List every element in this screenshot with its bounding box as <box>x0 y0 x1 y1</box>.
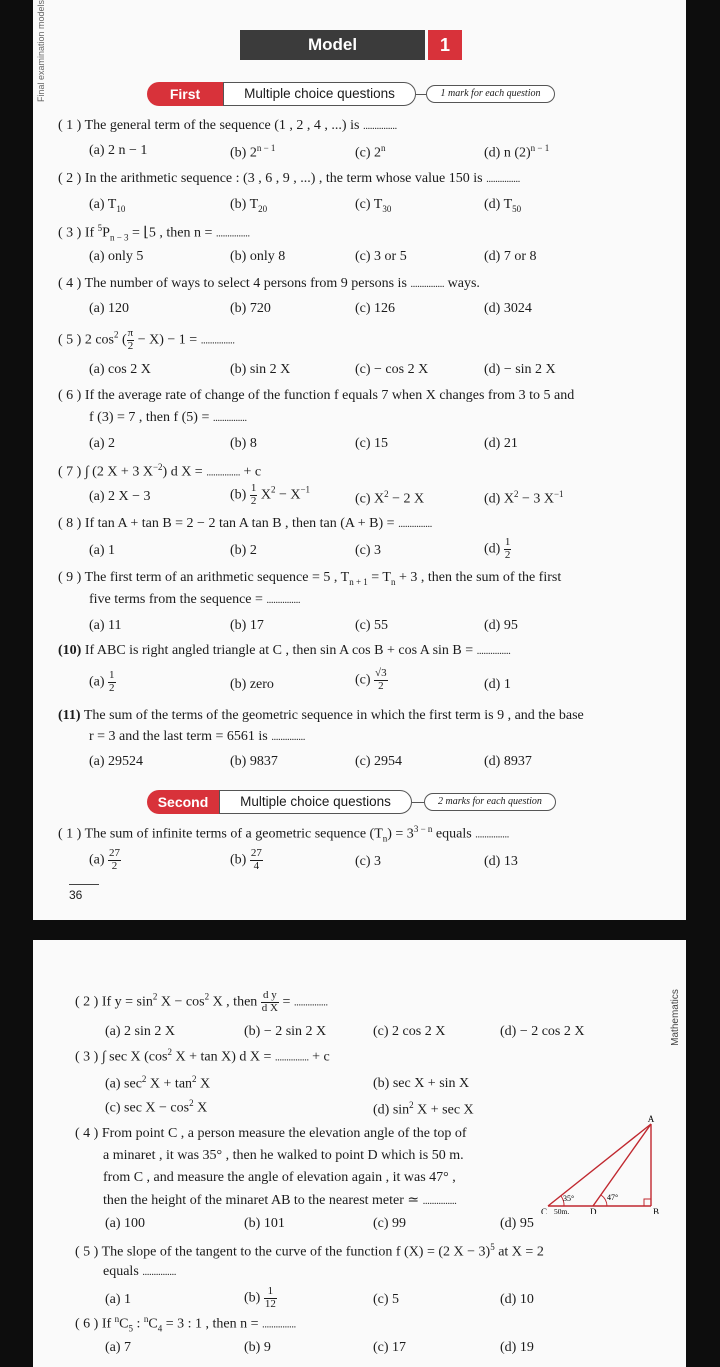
q9-option-b: (b) 17 <box>230 618 264 633</box>
q1-option-b: (b) $2^{n - 1}$ <box>230 143 276 161</box>
s3-option-b: (b) sec X + sin X <box>373 1076 470 1091</box>
label-b: B <box>653 1207 660 1214</box>
page-number: 36 <box>69 888 83 902</box>
section-second-label: Second <box>147 790 219 814</box>
s1-option-c: (c) 3 <box>355 854 382 869</box>
q1-option-d: (d) n $(2)^{n - 1}$ <box>484 143 550 161</box>
q7-option-c: (c) $X^2 - 2$ X <box>355 489 425 507</box>
q4-option-b: (b) 720 <box>230 301 271 316</box>
s4-option-c: (c) 99 <box>373 1216 407 1231</box>
section-first-title: Multiple choice questions <box>223 82 416 106</box>
question-4: ( 4 ) The number of ways to select 4 persons from 9 persons is ............... ways. <box>58 276 480 291</box>
minaret-triangle-figure <box>533 1114 663 1214</box>
page-number-rule <box>69 884 99 885</box>
question-11: (11) The sum of the terms of the geometric sequence in which the first term is 9 , and the base <box>58 708 584 723</box>
q11-option-a: (a) 29524 <box>89 754 144 769</box>
s6-option-c: (c) 17 <box>373 1340 407 1355</box>
q11-option-c: (c) 2954 <box>355 754 403 769</box>
model-title: Model <box>240 30 425 60</box>
second-question-2: ( 2 ) If $y = \sin^2 X - \cos^2 X$ , then $\frac{\text{d y}}{\text{d X}}$ = ............... <box>75 989 328 1014</box>
question-8: ( 8 ) If tan A + tan B = 2 − 2 tan A tan B , then tan (A + B) = ............... <box>58 516 432 531</box>
q11-option-d: (d) 8937 <box>484 754 532 769</box>
q2-option-a: (a) $T_{10}$ <box>89 197 126 214</box>
q1-option-c: (c) 2$^n$ <box>355 143 386 161</box>
second-question-4: ( 4 ) From point C , a person measure the elevation angle of the top of <box>75 1126 467 1141</box>
s5-option-c: (c) 5 <box>373 1292 400 1307</box>
q4-option-d: (d) 3024 <box>484 301 532 316</box>
q8-option-a: (a) 1 <box>89 543 116 558</box>
question-2: ( 2 ) In the arithmetic sequence : (3 , 6 , 9 , ...) , the term whose value 150 is ............... <box>58 171 520 186</box>
section-first-connector <box>416 94 426 95</box>
second-question-4-line-2: a minaret , it was 35° , then he walked to point D which is 50 m. <box>103 1148 464 1163</box>
section-second-connector <box>412 802 424 803</box>
page-two <box>33 940 686 1367</box>
s2-option-a: (a) 2 sin 2 X <box>105 1024 175 1039</box>
section-first-note: 1 mark for each question <box>426 85 555 103</box>
q2-option-d: (d) $T_{50}$ <box>484 197 522 214</box>
second-question-5: ( 5 ) The slope of the tangent to the curve of the function f (X) = (2 X − 3)$^5$ at X = 2 <box>75 1242 544 1260</box>
line-of-sight-d <box>593 1124 651 1206</box>
question-9: ( 9 ) The first term of an arithmetic sequence = 5 , $T_{n + 1} = T_n + 3$ , then the sum of the first <box>58 570 562 587</box>
s4-option-a: (a) 100 <box>105 1216 146 1231</box>
section-first-label: First <box>147 82 223 106</box>
question-10: (10) If ABC is right angled triangle at C , then sin A cos B + cos A sin B = ............... <box>58 643 511 658</box>
q6-option-d: (d) 21 <box>484 436 518 451</box>
question-6-line-2: f (3) = 7 , then f (5) = ............... <box>89 410 247 425</box>
q6-option-c: (c) 15 <box>355 436 389 451</box>
label-angle-47: 47° <box>607 1193 619 1202</box>
page-one <box>33 0 686 920</box>
q10-option-a: (a) $\frac{1}{2}$ <box>89 669 115 694</box>
second-question-4-line-4: then the height of the minaret AB to the nearest meter ≃ ............... <box>103 1193 457 1208</box>
q3-option-b: (b) only 8 <box>230 249 286 264</box>
q5-option-d: (d) − sin 2 X <box>484 362 556 377</box>
q6-option-a: (a) 2 <box>89 436 116 451</box>
s4-option-d: (d) 95 <box>500 1216 534 1231</box>
q2-option-b: (b) $T_{20}$ <box>230 197 268 214</box>
s5-option-a: (a) 1 <box>105 1292 132 1307</box>
s1-option-b: (b) $\frac{27}{4}$ <box>230 847 262 872</box>
q7-option-b: (b) $\frac{1}{2}$ $X^2 - X^{-1}$ <box>230 482 311 507</box>
q4-option-c: (c) 126 <box>355 301 396 316</box>
section-second-title: Multiple choice questions <box>219 790 412 814</box>
q6-option-b: (b) 8 <box>230 436 257 451</box>
question-11-line-2: r = 3 and the last term = 6561 is ............... <box>89 729 305 744</box>
q9-option-d: (d) 95 <box>484 618 518 633</box>
s2-option-c: (c) 2 cos 2 X <box>373 1024 446 1039</box>
q10-option-b: (b) zero <box>230 677 274 692</box>
s5-option-b: (b) $\frac{1}{12}$ <box>244 1285 276 1310</box>
q1-option-a: (a) 2 n − 1 <box>89 143 148 158</box>
q7-option-d: (d) $X^2 - 3$ $X^{-1}$ <box>484 489 564 507</box>
s2-option-b: (b) − 2 sin 2 X <box>244 1024 327 1039</box>
question-6: ( 6 ) If the average rate of change of the function f equals 7 when X changes from 3 to 5 and <box>58 388 575 403</box>
q9-option-c: (c) 55 <box>355 618 389 633</box>
subject-label: Mathematics <box>669 989 681 1046</box>
q8-option-d: (d) $\frac{1}{2}$ <box>484 536 511 561</box>
second-question-3: ( 3 ) ∫ sec X ($\cos^2$ X + tan X) d X = ............... + c <box>75 1047 330 1065</box>
q11-option-b: (b) 9837 <box>230 754 278 769</box>
s6-option-b: (b) 9 <box>244 1340 271 1355</box>
q5-option-c: (c) − cos 2 X <box>355 362 429 377</box>
s1-option-d: (d) 13 <box>484 854 518 869</box>
label-a: A <box>647 1114 655 1124</box>
model-number: 1 <box>428 30 462 60</box>
q5-option-a: (a) cos 2 X <box>89 362 151 377</box>
q7-option-a: (a) 2 X − 3 <box>89 489 151 504</box>
s6-option-d: (d) 19 <box>500 1340 534 1355</box>
label-distance: 50m. <box>554 1207 570 1214</box>
s5-option-d: (d) 10 <box>500 1292 534 1307</box>
q3-option-c: (c) 3 or 5 <box>355 249 407 264</box>
question-9-line-2: five terms from the sequence = ............... <box>89 592 301 607</box>
label-c: C <box>541 1207 548 1214</box>
q3-option-d: (d) 7 or 8 <box>484 249 537 264</box>
q10-option-c: (c) $\frac{√3}{2}$ <box>355 667 387 692</box>
q2-option-c: (c) $T_{30}$ <box>355 197 392 214</box>
second-question-1: ( 1 ) The sum of infinite terms of a geometric sequence $(T_n) = 3^{3 - n}$ equals ............... <box>58 824 509 844</box>
s4-option-b: (b) 101 <box>244 1216 285 1231</box>
s2-option-d: (d) − 2 cos 2 X <box>500 1024 585 1039</box>
q5-option-b: (b) sin 2 X <box>230 362 291 377</box>
q8-option-c: (c) 3 <box>355 543 382 558</box>
section-second-note: 2 marks for each question <box>424 793 556 811</box>
side-label: Final examination models <box>36 0 46 102</box>
label-d: D <box>590 1207 597 1214</box>
q3-option-a: (a) only 5 <box>89 249 144 264</box>
question-1: ( 1 ) The general term of the sequence (1 , 2 , 4 , ...) is ............... <box>58 118 397 133</box>
second-question-4-line-3: from C , and measure the angle of elevation again , it was 47° , <box>103 1170 456 1185</box>
q9-option-a: (a) 11 <box>89 618 122 633</box>
s3-option-a: (a) $\sec^2 X + \tan^2 X$ <box>105 1074 211 1092</box>
question-3: ( 3 ) If $^5P_{n - 3}$ = ⌊5 , then n = ............... <box>58 223 250 243</box>
s3-option-c: (c) $\sec X - \cos^2 X$ <box>105 1098 208 1116</box>
s6-option-a: (a) 7 <box>105 1340 132 1355</box>
q10-option-d: (d) 1 <box>484 677 511 692</box>
s1-option-a: (a) $\frac{27}{2}$ <box>89 847 121 872</box>
question-5: ( 5 ) 2 $\cos^2$ ( $\frac{\pi}{2}$ − X) − 1 = ............... <box>58 327 235 352</box>
q8-option-b: (b) 2 <box>230 543 257 558</box>
second-question-5-line-2: equals ............... <box>103 1264 177 1279</box>
label-angle-35: 35° <box>563 1194 575 1203</box>
second-question-6: ( 6 ) If $^nC_5$ : $^nC_4 = 3$ : 1 , then n = ............... <box>75 1314 296 1334</box>
s3-option-d: (d) $\sin^2 X + \sec X$ <box>373 1100 474 1118</box>
q4-option-a: (a) 120 <box>89 301 130 316</box>
question-7: ( 7 ) ∫ (2 X + 3 $X^{-2}$) d X = ............... + c <box>58 462 262 480</box>
right-angle-mark <box>644 1199 651 1206</box>
